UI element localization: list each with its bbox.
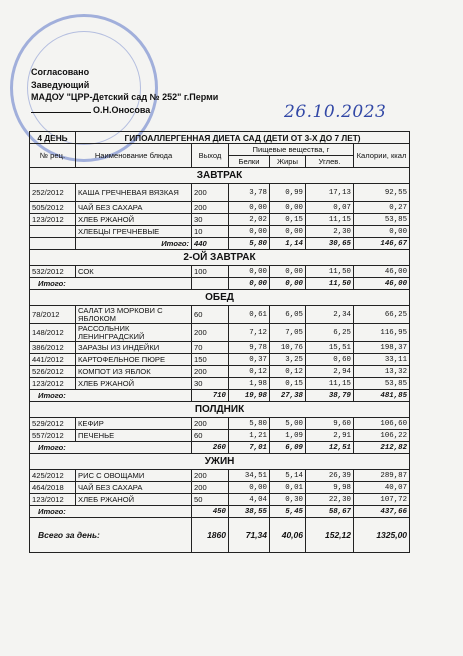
total-label: Итого: [76,238,192,250]
table-row [30,494,410,506]
dish-name: КАРТОФЕЛЬНОЕ ПЮРЕ [76,354,192,366]
calories-value: 198,37 [354,342,410,354]
dish-name: КОМПОТ ИЗ ЯБЛОК [76,366,192,378]
table-row [30,378,410,390]
output-grams: 200 [192,324,229,342]
recipe-number: 425/2012 [30,470,76,482]
calories-value: 46,00 [354,266,410,278]
approval-signature-line [31,104,218,117]
fat-value: 10,76 [270,342,306,354]
dish-name: ХЛЕБ РЖАНОЙ [76,214,192,226]
total-calories: 481,85 [354,390,410,402]
approval-line-3: МАДОУ "ЦРР-Детский сад № 252" г.Перми [31,92,219,102]
section-total-row [30,238,410,250]
total-protein: 5,80 [229,238,270,250]
section-header-row [30,250,410,266]
protein-value: 0,37 [229,354,270,366]
calories-value: 107,72 [354,494,410,506]
table-row [30,430,410,442]
calories-value: 0,27 [354,202,410,214]
approval-block [31,66,218,116]
dish-name: ЗАРАЗЫ ИЗ ИНДЕЙКИ [76,342,192,354]
column-header-row [30,144,410,156]
recipe-number: 505/2012 [30,202,76,214]
fat-value: 0,00 [270,202,306,214]
calories-value: 0,00 [354,226,410,238]
protein-value: 4,04 [229,494,270,506]
protein-value: 1,98 [229,378,270,390]
approval-line-1: Согласовано [31,67,90,77]
carbs-value: 11,15 [306,214,354,226]
table-row [30,366,410,378]
dish-name: ХЛЕБ РЖАНОЙ [76,378,192,390]
section-title: ЗАВТРАК [30,168,410,184]
col-fat: Жиры [270,156,306,168]
signature-blank [31,112,91,113]
total-calories: 46,00 [354,278,410,290]
total-fat: 1,14 [270,238,306,250]
total-output: 710 [192,390,229,402]
menu-table [29,131,410,553]
carbs-value: 9,60 [306,418,354,430]
protein-value: 0,00 [229,482,270,494]
day-label: 4 ДЕНЬ [30,132,76,144]
protein-value: 34,51 [229,470,270,482]
protein-value: 0,12 [229,366,270,378]
total-protein: 7,01 [229,442,270,454]
output-grams: 200 [192,184,229,202]
fat-value: 3,25 [270,354,306,366]
diet-title: ГИПОАЛЛЕРГЕННАЯ ДИЕТА САД (ДЕТИ ОТ 3-Х ДО 7 ЛЕТ) [76,132,410,144]
fat-value: 0,00 [270,226,306,238]
carbs-value: 2,91 [306,430,354,442]
handwritten-date: 26.10.2023 [284,102,387,122]
output-grams: 150 [192,354,229,366]
total-protein: 0,00 [229,278,270,290]
table-row [30,202,410,214]
recipe-number: 386/2012 [30,342,76,354]
fat-value: 0,30 [270,494,306,506]
output-grams: 200 [192,202,229,214]
total-fat: 5,45 [270,506,306,518]
output-grams: 60 [192,430,229,442]
fat-value: 0,99 [270,184,306,202]
fat-value: 0,12 [270,366,306,378]
total-output: 260 [192,442,229,454]
dish-name: ПЕЧЕНЬЕ [76,430,192,442]
calories-value: 33,11 [354,354,410,366]
total-carbs: 11,50 [306,278,354,290]
col-carbs: Углев. [306,156,354,168]
fat-value: 0,00 [270,266,306,278]
recipe-number: 529/2012 [30,418,76,430]
output-grams: 10 [192,226,229,238]
calories-value: 53,85 [354,214,410,226]
table-row [30,214,410,226]
carbs-value: 9,98 [306,482,354,494]
section-header-row [30,168,410,184]
total-carbs: 38,79 [306,390,354,402]
calories-value: 66,25 [354,306,410,324]
section-header-row [30,454,410,470]
calories-value: 13,32 [354,366,410,378]
fat-value: 0,15 [270,214,306,226]
grand-total-protein: 71,34 [229,518,270,553]
calories-value: 106,60 [354,418,410,430]
recipe-number [30,226,76,238]
total-label: Итого: [30,390,192,402]
output-grams: 60 [192,306,229,324]
approval-signatory: О.Н.Оносова [93,104,151,115]
carbs-value: 0,07 [306,202,354,214]
dish-name: РИС С ОВОЩАМИ [76,470,192,482]
output-grams: 100 [192,266,229,278]
grand-total-label: Всего за день: [30,518,192,553]
carbs-value: 6,25 [306,324,354,342]
fat-value: 5,14 [270,470,306,482]
dish-name: САЛАТ ИЗ МОРКОВИ С ЯБЛОКОМ [76,306,192,324]
carbs-value: 15,51 [306,342,354,354]
recipe-number: 123/2012 [30,214,76,226]
output-grams: 200 [192,366,229,378]
dish-name: КЕФИР [76,418,192,430]
col-output: Выход [192,144,229,168]
section-total-row [30,278,410,290]
calories-value: 53,85 [354,378,410,390]
table-row [30,226,410,238]
table-row [30,470,410,482]
dish-name: РАССОЛЬНИК ЛЕНИНГРАДСКИЙ [76,324,192,342]
total-output: 450 [192,506,229,518]
dish-name: ХЛЕБЦЫ ГРЕЧНЕВЫЕ [76,226,192,238]
col-calories: Калории, ккал [354,144,410,168]
fat-value: 1,09 [270,430,306,442]
output-grams: 200 [192,470,229,482]
output-grams: 200 [192,418,229,430]
fat-value: 6,05 [270,306,306,324]
dish-name: ЧАЙ БЕЗ САХАРА [76,482,192,494]
recipe-number: 123/2012 [30,378,76,390]
table-title-row [30,132,410,144]
recipe-number: 441/2012 [30,354,76,366]
protein-value: 1,21 [229,430,270,442]
protein-value: 3,78 [229,184,270,202]
col-dish-name: Наименование блюда [76,144,192,168]
recipe-number: 526/2012 [30,366,76,378]
dish-name: ЧАЙ БЕЗ САХАРА [76,202,192,214]
total-label: Итого: [30,278,192,290]
protein-value: 7,12 [229,324,270,342]
grand-total-carbs: 152,12 [306,518,354,553]
total-fat: 6,09 [270,442,306,454]
table-row [30,306,410,324]
total-fat: 27,38 [270,390,306,402]
recipe-number: 252/2012 [30,184,76,202]
protein-value: 0,61 [229,306,270,324]
section-total-row [30,506,410,518]
table-row [30,354,410,366]
carbs-value: 2,30 [306,226,354,238]
dish-name: ХЛЕБ РЖАНОЙ [76,494,192,506]
col-protein: Белки [229,156,270,168]
recipe-number: 148/2012 [30,324,76,342]
col-recipe-number: № рец. [30,144,76,168]
total-calories: 146,67 [354,238,410,250]
total-calories: 437,66 [354,506,410,518]
fat-value: 0,01 [270,482,306,494]
grand-total-row [30,518,410,553]
section-title: 2-ОЙ ЗАВТРАК [30,250,410,266]
protein-value: 0,00 [229,266,270,278]
approval-line-2: Заведующий [31,79,90,90]
protein-value: 2,02 [229,214,270,226]
total-protein: 38,55 [229,506,270,518]
dish-name: КАША ГРЕЧНЕВАЯ ВЯЗКАЯ [76,184,192,202]
section-header-row [30,402,410,418]
calories-value: 92,55 [354,184,410,202]
col-nutrients: Пищевые вещества, г [229,144,354,156]
table-row [30,324,410,342]
carbs-value: 2,94 [306,366,354,378]
carbs-value: 22,30 [306,494,354,506]
protein-value: 5,80 [229,418,270,430]
carbs-value: 17,13 [306,184,354,202]
dish-name: СОК [76,266,192,278]
carbs-value: 11,15 [306,378,354,390]
section-total-row [30,390,410,402]
grand-total-calories: 1325,00 [354,518,410,553]
recipe-number: 532/2012 [30,266,76,278]
calories-value: 116,95 [354,324,410,342]
table-row [30,342,410,354]
grand-total-output: 1860 [192,518,229,553]
recipe-number: 78/2012 [30,306,76,324]
protein-value: 0,00 [229,202,270,214]
table-row [30,418,410,430]
output-grams: 50 [192,494,229,506]
total-label: Итого: [30,442,192,454]
calories-value: 289,87 [354,470,410,482]
total-output: 440 [192,238,229,250]
total-label: Итого: [30,506,192,518]
total-fat: 0,00 [270,278,306,290]
recipe-number: 557/2012 [30,430,76,442]
table-row [30,184,410,202]
section-title: УЖИН [30,454,410,470]
output-grams: 30 [192,378,229,390]
total-protein: 19,98 [229,390,270,402]
section-title: ПОЛДНИК [30,402,410,418]
total-carbs: 12,51 [306,442,354,454]
carbs-value: 0,60 [306,354,354,366]
grand-total-fat: 40,06 [270,518,306,553]
menu-body [30,168,410,553]
total-carbs: 58,67 [306,506,354,518]
protein-value: 9,78 [229,342,270,354]
section-title: ОБЕД [30,290,410,306]
output-grams: 200 [192,482,229,494]
fat-value: 7,05 [270,324,306,342]
recipe-number: 464/2018 [30,482,76,494]
recipe-number: 123/2012 [30,494,76,506]
carbs-value: 2,34 [306,306,354,324]
total-carbs: 30,65 [306,238,354,250]
section-total-row [30,442,410,454]
carbs-value: 11,50 [306,266,354,278]
table-row [30,266,410,278]
calories-value: 40,07 [354,482,410,494]
protein-value: 0,00 [229,226,270,238]
total-output [192,278,229,290]
fat-value: 0,15 [270,378,306,390]
section-header-row [30,290,410,306]
table-row [30,482,410,494]
total-calories: 212,82 [354,442,410,454]
output-grams: 70 [192,342,229,354]
calories-value: 106,22 [354,430,410,442]
output-grams: 30 [192,214,229,226]
carbs-value: 26,39 [306,470,354,482]
fat-value: 5,00 [270,418,306,430]
